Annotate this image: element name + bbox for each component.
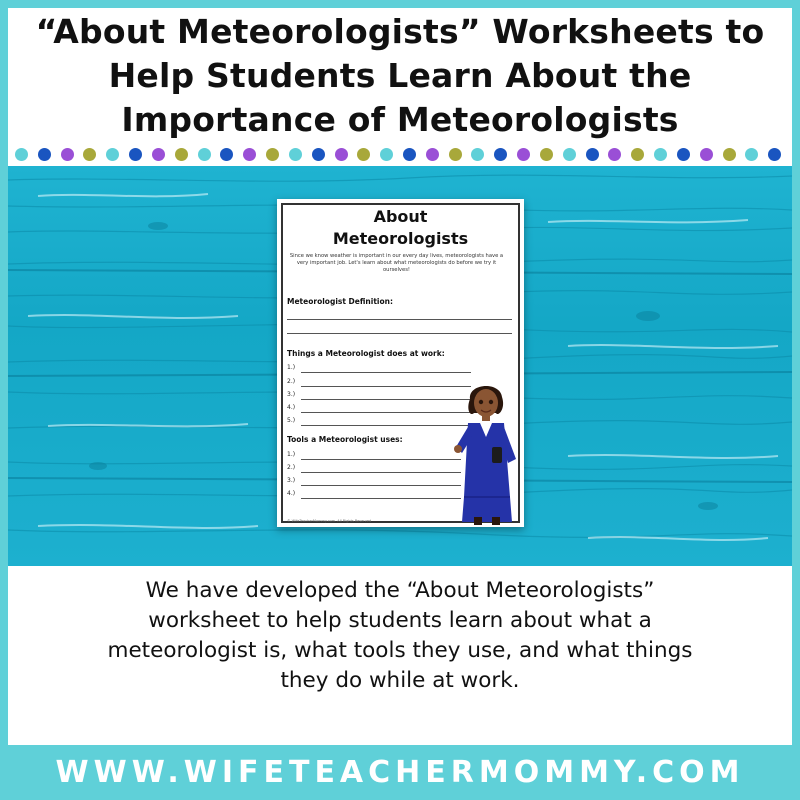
worksheet-title-line-1: About xyxy=(373,207,428,226)
tools-line xyxy=(301,472,461,473)
worksheet-intro: Since we know weather is important in our every day lives, meteorologists have a very important job. Let's learn about what meteorologists do before we try it ourselves! xyxy=(289,253,504,273)
decorative-dot xyxy=(494,148,507,161)
decorative-dot xyxy=(563,148,576,161)
decorative-dot xyxy=(266,148,279,161)
things-number: 5.) xyxy=(287,417,296,424)
things-line xyxy=(301,412,471,413)
decorative-dot xyxy=(312,148,325,161)
decorative-dot xyxy=(426,148,439,161)
decorative-dot xyxy=(335,148,348,161)
tools-number: 3.) xyxy=(287,477,296,484)
headline-line-1: “About Meteorologists” Worksheets to xyxy=(35,12,765,51)
decorative-dot xyxy=(220,148,233,161)
decorative-dot xyxy=(517,148,530,161)
decorative-dot xyxy=(449,148,462,161)
things-line xyxy=(301,425,471,426)
definition-line xyxy=(287,333,512,334)
headline-line-3: Importance of Meteorologists xyxy=(121,100,679,139)
decorative-dot xyxy=(723,148,736,161)
decorative-dot xyxy=(38,148,51,161)
things-line xyxy=(301,372,471,373)
tools-line xyxy=(301,459,461,460)
things-heading: Things a Meteorologist does at work: xyxy=(287,349,445,358)
definition-line xyxy=(287,319,512,320)
decorative-dot xyxy=(380,148,393,161)
decorative-dot xyxy=(586,148,599,161)
description-line-1: We have developed the “About Meteorologists” xyxy=(145,578,655,603)
meteorologist-illustration xyxy=(452,377,522,527)
decorative-dot xyxy=(61,148,74,161)
decorative-dot xyxy=(106,148,119,161)
definition-heading: Meteorologist Definition: xyxy=(287,297,393,306)
things-line xyxy=(301,399,471,400)
decorative-dot xyxy=(631,148,644,161)
tools-line xyxy=(301,498,461,499)
decorative-dot xyxy=(471,148,484,161)
tools-number: 1.) xyxy=(287,451,296,458)
decorative-dot xyxy=(768,148,781,161)
headline xyxy=(10,10,790,142)
decorative-dot xyxy=(152,148,165,161)
decorative-dot xyxy=(357,148,370,161)
decorative-dot xyxy=(745,148,758,161)
description-line-2: worksheet to help students learn about what a xyxy=(148,608,652,633)
tools-number: 4.) xyxy=(287,490,296,497)
decorative-dot xyxy=(540,148,553,161)
decorative-dot xyxy=(700,148,713,161)
decorative-dot xyxy=(83,148,96,161)
tools-heading: Tools a Meteorologist uses: xyxy=(287,435,403,444)
decorative-dot xyxy=(15,148,28,161)
tools-line xyxy=(301,485,461,486)
website-url[interactable]: WWW.WIFETEACHERMOMMY.COM xyxy=(55,755,745,790)
worksheet-preview xyxy=(277,199,524,527)
things-number: 1.) xyxy=(287,364,296,371)
things-number: 2.) xyxy=(287,378,296,385)
decorative-dot xyxy=(608,148,621,161)
decorative-dot xyxy=(243,148,256,161)
decorative-dot xyxy=(654,148,667,161)
decorative-dot xyxy=(175,148,188,161)
tools-number: 2.) xyxy=(287,464,296,471)
things-number: 4.) xyxy=(287,404,296,411)
description-text xyxy=(20,576,780,696)
description-line-3: meteorologist is, what tools they use, and what things xyxy=(107,638,693,663)
decorative-dot xyxy=(129,148,142,161)
decorative-dot xyxy=(289,148,302,161)
decorative-dot xyxy=(403,148,416,161)
things-line xyxy=(301,386,471,387)
footer-bar xyxy=(0,745,800,800)
decorative-dot xyxy=(198,148,211,161)
things-number: 3.) xyxy=(287,391,296,398)
headline-line-2: Help Students Learn About the xyxy=(108,56,692,95)
worksheet-title-line-2: Meteorologists xyxy=(332,229,469,248)
description-line-4: they do while at work. xyxy=(280,668,520,693)
decorative-dot xyxy=(677,148,690,161)
decorative-dot-row xyxy=(12,148,788,164)
worksheet-copyright: © WifeTeacherMommy.com. All Rights Reserved xyxy=(287,519,372,523)
